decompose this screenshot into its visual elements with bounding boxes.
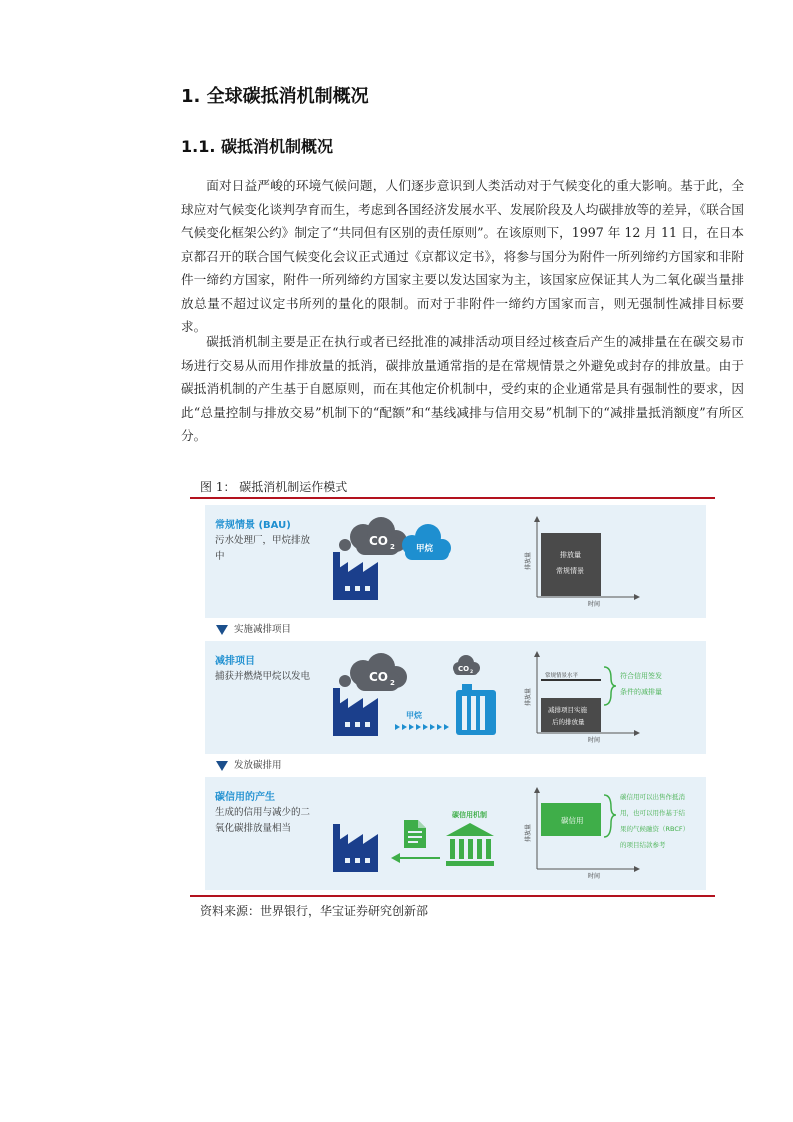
generator-icon bbox=[456, 684, 496, 735]
y-axis-label: 排放量 bbox=[525, 823, 532, 842]
panel-credit-desc: 生成的信用与减少的二氧化碳排放量相当 bbox=[215, 807, 311, 834]
project-box-line2: 后的排放量 bbox=[552, 718, 585, 726]
paragraph-1: 面对日益严峻的环境气候问题，人们逐步意识到人类活动对于气候变化的重大影响。基于此，全球应对气候变化谈判孕育而生，考虑到各国经济发展水平、发展阶段及人均碳排放等的差异，《联合国气候变化框架公约》制定了“共同但有区别的责任原则”。在该原则下，1997 年 12 月 11 日，在日本京都召开的联合国气候变化会议正式通过《京都议定书》，将参与国分为附件一所列缔约方国家和非附件一缔约方国家，附件一所列缔约方国家主要以发达国家为主，该国家应保证其人为二氧化碳当量排放总量不超过议定书所列的量化的限制。而对于非附件一缔约方国家而言，则无强制性减排目标要求。 bbox=[181, 178, 744, 334]
eligible-reduction-line1: 符合信用签发 bbox=[620, 672, 662, 680]
figure-title: 图 1： 碳抵消机制运作模式 bbox=[200, 480, 348, 494]
co2-label: CO bbox=[369, 670, 389, 684]
panel-bau-title: 常规情景 (BAU) bbox=[215, 520, 291, 531]
section-heading-1-1: 1.1. 碳抵消机制概况 bbox=[181, 137, 333, 156]
arrow-left-icon bbox=[391, 853, 440, 863]
credit-note-line4: 的项目结款参考 bbox=[620, 841, 666, 849]
x-axis-label: 时间 bbox=[588, 601, 601, 608]
credit-note-line3: 果的气候融资（RBCF） bbox=[620, 825, 690, 833]
paragraph-2: 碳抵消机制主要是正在执行或者已经批准的减排活动项目经过核查后产生的减排量在在碳交易市场进行交易从而用作排放量的抵消，碳排放量通常指的是在常规情景之外避免或封存的排放量。由于碳抵消机制的产生基于自愿原则，而在其他定价机制中，受约束的企业通常是具有强制性的要求，因此“总量控制与排放交易”机制下的“配额”和“基线减排与信用交易”机制下的“减排量抵消额度”有所区分。 bbox=[181, 334, 744, 443]
small-co2-label: CO bbox=[458, 665, 470, 673]
credit-box-label: 碳信用 bbox=[561, 816, 584, 825]
x-axis-label: 时间 bbox=[588, 873, 601, 880]
methane-flow-label: 甲烷 bbox=[406, 711, 422, 720]
co2-subscript: 2 bbox=[390, 679, 395, 687]
bau-emission-box bbox=[541, 533, 601, 596]
baseline-level-label: 常规情景水平 bbox=[545, 673, 579, 679]
co2-cloud-icon bbox=[339, 653, 407, 691]
document-icon bbox=[404, 820, 426, 848]
figure-bottom-rule bbox=[190, 895, 715, 897]
section-heading-1: 1. 全球碳抵消机制概况 bbox=[181, 86, 369, 107]
factory-icon bbox=[333, 824, 378, 872]
separator-implement-label: 实施减排项目 bbox=[234, 624, 292, 635]
panel-bau-desc: 污水处理厂，甲烷排放中 bbox=[215, 535, 311, 562]
methane-flow-arrows bbox=[395, 710, 449, 730]
y-axis-label: 排放量 bbox=[525, 551, 532, 570]
y-axis-label: 排放量 bbox=[525, 687, 532, 706]
eligible-reduction-line2: 条件的减排量 bbox=[620, 688, 662, 696]
figure-source: 资料来源：世界银行，华宝证券研究创新部 bbox=[200, 904, 429, 918]
panel-project-title: 减排项目 bbox=[215, 656, 255, 667]
factory-icon bbox=[333, 688, 378, 736]
x-axis-label: 时间 bbox=[588, 737, 601, 744]
panel-project-desc: 捕获并燃烧甲烷以发电 bbox=[215, 671, 311, 682]
credit-mechanism-label: 碳信用机制 bbox=[452, 811, 487, 819]
co2-subscript: 2 bbox=[390, 543, 395, 551]
factory-icon bbox=[333, 552, 378, 600]
separator-issue-label: 发放碳排用 bbox=[234, 760, 282, 771]
project-box-line1: 减排项目实施 bbox=[548, 706, 587, 714]
credit-brace bbox=[604, 795, 616, 837]
reduction-brace bbox=[604, 667, 616, 705]
bau-chart bbox=[524, 516, 640, 608]
bau-box-line2: 常规情景 bbox=[556, 567, 584, 575]
co2-label: CO bbox=[369, 534, 389, 548]
credit-note-line1: 碳信用可以出售作抵消 bbox=[620, 793, 685, 801]
project-emission-box bbox=[541, 698, 601, 732]
methane-cloud-icon bbox=[402, 524, 451, 560]
panel-credit-title: 碳信用的产生 bbox=[215, 792, 275, 803]
credit-note-line2: 用，也可以用作基于结 bbox=[620, 809, 685, 817]
small-co2-cloud-icon bbox=[453, 655, 480, 675]
bau-box-line1: 排放量 bbox=[560, 551, 581, 559]
co2-cloud-icon bbox=[339, 517, 407, 555]
methane-label: 甲烷 bbox=[416, 544, 434, 554]
credit-mechanism-building-icon bbox=[446, 810, 494, 866]
credit-chart bbox=[524, 787, 689, 880]
project-chart bbox=[524, 651, 662, 744]
small-co2-subscript: 2 bbox=[470, 670, 474, 675]
